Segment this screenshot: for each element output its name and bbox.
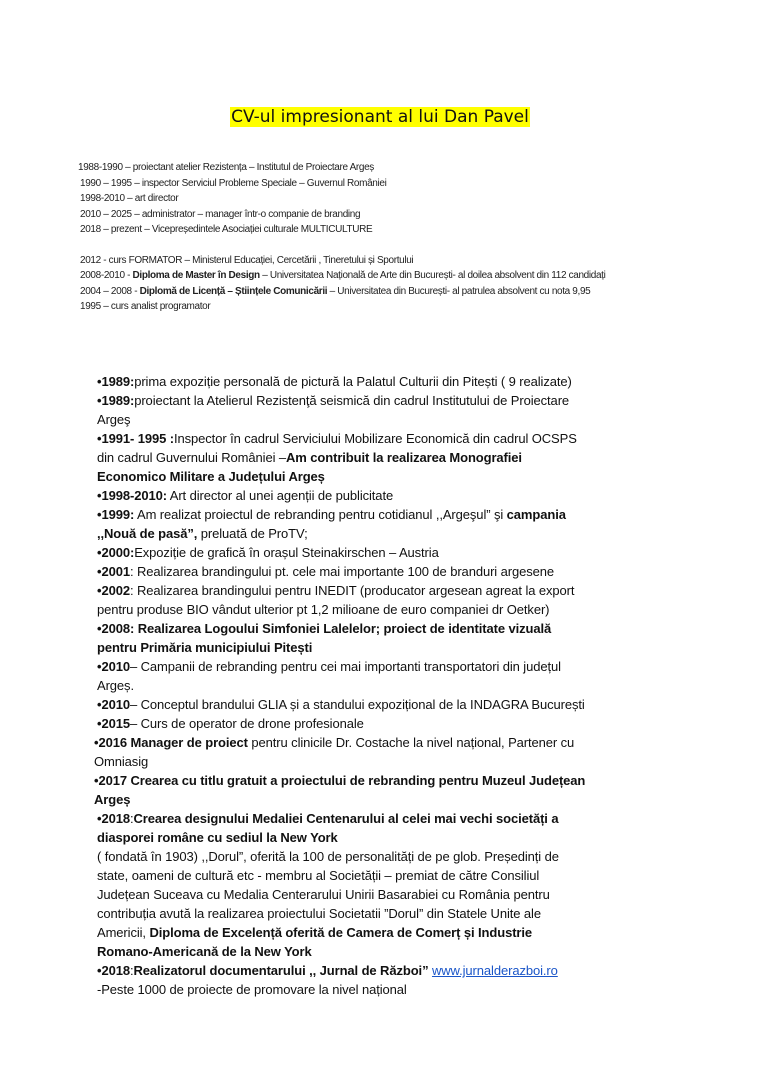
career-line: 1990 – 1995 – inspector Serviciul Probleme Speciale – Guvernul României xyxy=(80,177,387,189)
career-line: 1998-2010 – art director xyxy=(80,193,179,204)
achievements-list xyxy=(94,372,737,999)
list-item-continuation: Argeş xyxy=(97,412,131,427)
spacer xyxy=(78,238,718,253)
list-item-continuation: ( fondată în 1903) ,,Dorul”, oferită la 100 de personalități de pe glob. Președinți de xyxy=(97,849,559,864)
jurnal-website-link[interactable]: www.jurnalderazboi.ro xyxy=(431,963,558,978)
list-item-continuation: state, oameni de cultură etc - membru al Societății – premiat de către Consiliul xyxy=(97,868,540,883)
list-item-continuation: Argeș xyxy=(94,792,131,807)
list-item: •1998-2010: Art director al unei agenții de publicitate xyxy=(97,488,394,503)
list-item-continuation: Omniasig xyxy=(94,754,149,769)
list-item: •2002: Realizarea brandingului pentru INEDIT (producator argesean agreat la export xyxy=(97,583,575,598)
education-line: 2012 - curs FORMATOR – Ministerul Educației, Cercetării , Tineretului și Sportului xyxy=(80,254,414,266)
list-item: •1989:prima expoziție personală de pictură la Palatul Culturii din Pitești ( 9 realizate) xyxy=(97,374,572,389)
list-item-continuation: pentru Primăria municipiului Pitești xyxy=(97,640,313,655)
list-item-continuation: din cadrul Guvernului României –Am contribuit la realizarea Monografiei xyxy=(97,450,522,465)
list-item-continuation: Americii, Diploma de Excelență oferită de Camera de Comerț și Industrie xyxy=(97,925,533,940)
list-item: •2010– Conceptul brandului GLIA și a standului expozițional de la INDAGRA București xyxy=(97,697,585,712)
list-item-continuation: ,,Nouă de pasă”, preluată de ProTV; xyxy=(97,526,308,541)
list-item: •2016 Manager de proiect pentru clinicile Dr. Costache la nivel național, Partener cu xyxy=(94,735,575,750)
education-line: 2004 – 2008 - Diplomă de Licență – Științele Comunicării – Universitatea din București- al patrulea absolvent cu nota 9,95 xyxy=(80,285,591,297)
list-item: •2000:Expoziție de grafică în orașul Steinakirschen – Austria xyxy=(97,545,439,560)
list-item: •1991- 1995 :Inspector în cadrul Serviciului Mobilizare Economică din cadrul OCSPS xyxy=(97,431,577,446)
career-line: 2010 – 2025 – administrator – manager într-o companie de branding xyxy=(80,208,361,220)
list-item: •1999: Am realizat proiectul de rebranding pentru cotidianul ,,Argeşul” şi campania xyxy=(97,507,566,522)
list-item-continuation: Romano-Americană de la New York xyxy=(97,944,312,959)
list-item: •2015– Curs de operator de drone profesionale xyxy=(97,716,364,731)
list-item: •2018:Crearea designului Medaliei Centenarului al celei mai vechi societăți a xyxy=(97,811,559,826)
education-line: 2008-2010 - Diploma de Master în Design – Universitatea Națională de Arte din București- al doilea absolvent din 112 candidați xyxy=(80,270,606,281)
career-line: 1988-1990 – proiectant atelier Rezistența – Institutul de Proiectare Argeș xyxy=(78,162,374,173)
list-item-continuation: Argeș. xyxy=(97,678,134,693)
list-item: -Peste 1000 de proiecte de promovare la nivel național xyxy=(97,982,407,997)
list-item: •2001: Realizarea brandingului pt. cele mai importante 100 de branduri argesene xyxy=(97,564,555,579)
list-item: •2017 Crearea cu titlu gratuit a proiectului de rebranding pentru Muzeul Județean xyxy=(94,773,586,788)
list-item: •2010– Campanii de rebranding pentru cei mai importanti transportatori din județul xyxy=(97,659,561,674)
list-item: •2008: Realizarea Logoului Simfoniei Lalelelor; proiect de identitate vizuală xyxy=(97,621,552,636)
education-line: 1995 – curs analist programator xyxy=(80,301,211,312)
list-item-continuation: diasporei române cu sediul la New York xyxy=(97,830,338,845)
list-item: •2018:Realizatorul documentarului ,, Jurnal de Război” www.jurnalderazboi.ro xyxy=(97,963,558,978)
title-highlight: CV-ul impresionant al lui Dan Pavel xyxy=(231,107,529,127)
summary-block xyxy=(78,160,718,315)
list-item-continuation: contribuția avută la realizarea proiectului Societatii ”Dorul” din Statele Unite ale xyxy=(97,906,541,921)
document-title xyxy=(0,106,760,128)
career-line: 2018 – prezent – Vicepreședintele Asociației culturale MULTICULTURE xyxy=(80,224,373,235)
list-item: •1989:proiectant la Atelierul Rezistenţă seismică din cadrul Institutului de Proiectare xyxy=(97,393,570,408)
list-item-continuation: Economico Militare a Județului Argeș xyxy=(97,469,325,484)
list-item-continuation: pentru produse BIO vândut ulterior pt 1,2 milioane de euro companiei dr Oetker) xyxy=(97,602,550,617)
list-item-continuation: Județean Suceava cu Medalia Centerarului Unirii Basarabiei cu România pentru xyxy=(97,887,550,902)
